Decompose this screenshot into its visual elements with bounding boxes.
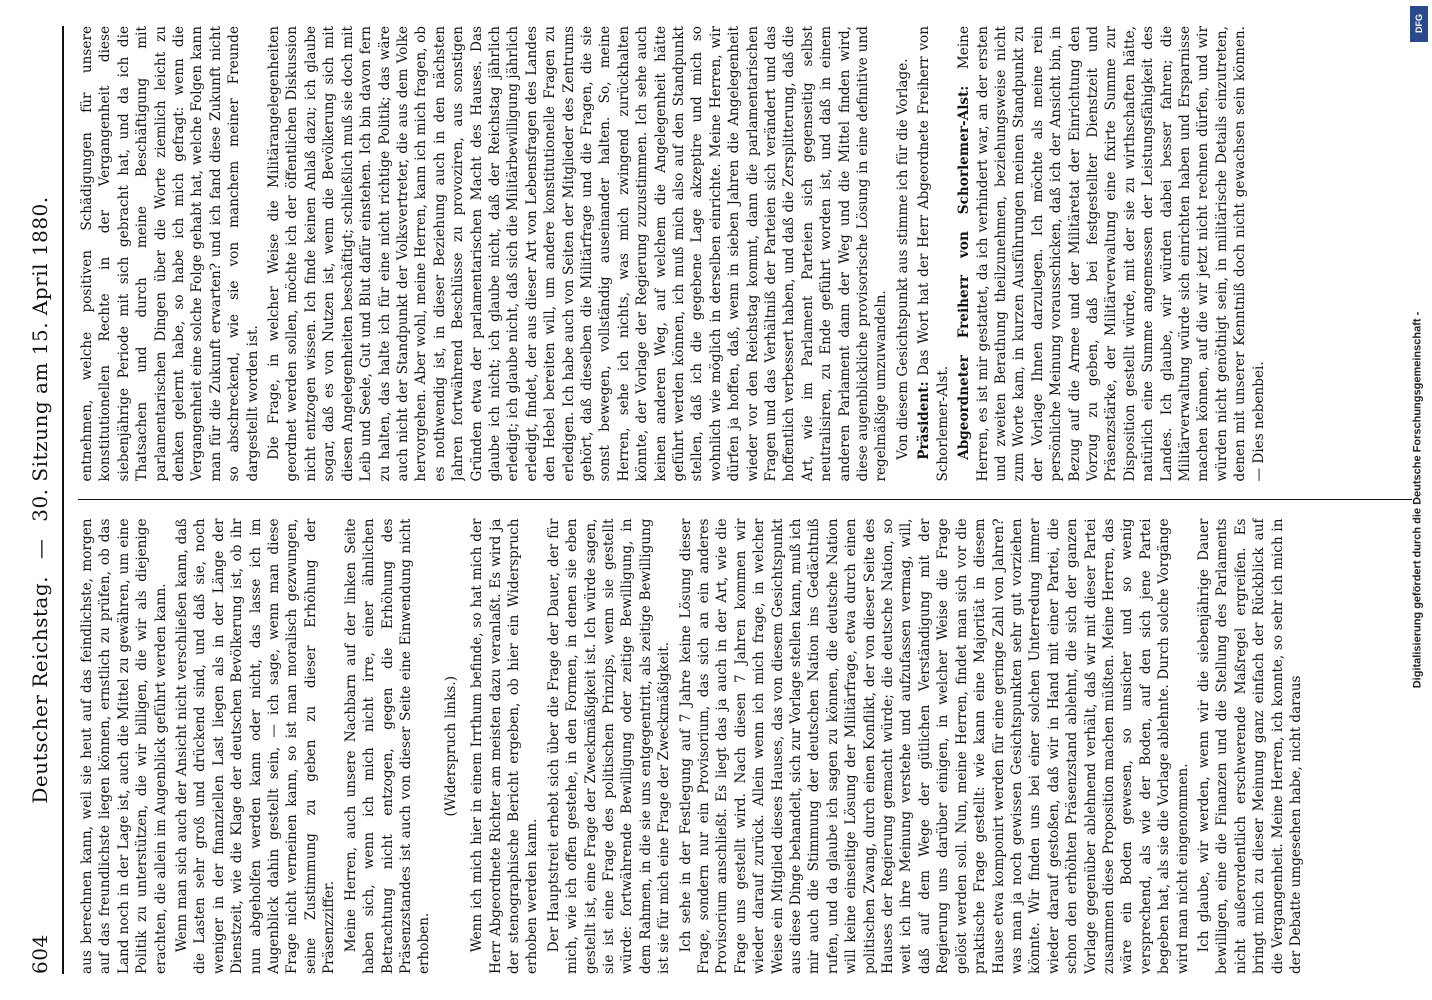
paragraph-continued: entnehmen, welche positiven Schädigungen für unsere konstitutionellen Rechte in der Vergangenheit diese siebenjährige Periode mit sich gebracht hat, und da ich die Thatsachen und durch meine Beschäftigung mit parlamentarischen Dingen über die Worte ziemlich leicht zu denken gelernt habe, so habe ich mich gefragt: wenn die Vergangenheit eine solche Folge gehabt hat, welche Folgen kann man für die Zukunft erwarten? und ich fand diese Zukunft nicht so abschreckend, wie sie von manchem meiner Freunde dargestellt worden ist. — [79, 26, 261, 482]
title-dash: — — [28, 538, 52, 560]
left-column — [78, 519, 1412, 975]
dfg-logo: DFG — [1410, 6, 1428, 42]
dfg-watermark-text: Digitalisierung gefördert durch die Deutsche Forschungsgemeinschaft - — [1411, 311, 1424, 689]
paragraph: Von diesem Gesichtspunkt aus stimme ich für die Vorlage. — [894, 58, 911, 460]
paragraph-continued: aus berechnen kann, weil sie heut auf das feindlichste, morgen auf das freundlichste liegen können, ernstlich zu prüfen, ob das Land noch in der Lage ist, auch die Mittel zu gewähren, um eine Politik zu unterstützen, die wir billigen, die wir als diejenige erachten, die allein im Augenblick geführt werden kann. — [79, 518, 169, 974]
running-head — [20, 26, 60, 974]
header-rule — [62, 26, 64, 974]
publication-title: Deutscher Reichstag. — [28, 575, 52, 804]
paragraph: Wenn ich mich hier in einem Irrthum befinde, so hat mich der Herr Abgeordnete Richter am meisten dazu veranlaßt. Es wird ja der stenographische Bericht ergeben, ob hier ein Widerspruch erhoben werden kann. — [469, 518, 541, 974]
session-number: 30. — [28, 488, 52, 522]
paragraph: Der Hauptstreit erhebt sich über die Frage der Dauer, der für mich, wie ich offen gestehe, in den Formen, in denen sie eben gestellt ist, eine Frage der Zweckmäßigkeit ist. Ich würde sagen, sie ist eine Frage des politischen Prinzips, wenn sie gestellt würde: fortwährende Bewilligung oder zeitige Bewilligung, in dem Rahmen, in die sie uns entgegentritt, als zeitige Bewilligung ist sie für mich eine Frage der Zweckmäßigkeit. — [545, 518, 673, 974]
paragraph: Ich glaube, wir werden, wenn wir die siebenjährige Dauer bewilligen, eine die Finanzen und die Stellung des Parlaments nicht außerordentlich erschwerende Maßregel ergreifen. Es bringt mich zu dieser Meinung ganz einfach der Rückblick auf die Vergangenheit. Meine Herren, ich konnte, so sehr ich mich in der Debatte umgesehen habe, nicht daraus — [1195, 518, 1304, 974]
session-date: Sitzung am 15. April 1880. — [28, 196, 52, 482]
running-title — [28, 86, 52, 914]
text-columns — [78, 26, 1412, 974]
dfg-watermark — [1406, 0, 1428, 1000]
column-divider — [78, 500, 1412, 501]
paragraph: Ich sehe in der Festlegung auf 7 Jahre keine Lösung dieser Frage, sondern nur ein Provisorium, das sich an ein anderes Provisorium anschließt. Es liegt das ja auch in der Art, wie die Frage uns gestellt wird. Nach diesen 7 Jahren kommen wir wieder darauf zurück. Allein wenn ich mich frage, in welcher Weise ein Mitglied dieses Hauses, das von diesem Gesichtspunkt aus diese Dinge behandelt, sich zur Vorlage stellen kann, muß ich mir auch die Stimmung der deutschen Nation ins Gedächtniß rufen, und da glaube ich sagen zu können, die deutsche Nation will keine einseitige Lösung der Militärfrage, etwa durch einen politischen Zwang, durch einen Konflikt, der von dieser Seite des Hauses der Regierung gemacht würde; die deutsche Nation, so weit ich ihre Meinung verstehe und aufzufassen vermag, will, daß auf dem Wege der gütlichen Verständigung mit der Regierung uns darüber einigen, in welcher Weise die Frage gelöst werden soll. Nun, meine Herren, findet man sich vor die praktische Frage gestellt: wie kann eine Majorität in diesem Hause etwa komponirt werden für eine geringe Zahl von Jahren? was man ja noch gewissen Gesichtspunkten sehr gut vorziehen könnte. Wir finden uns bei einer solchen Unterredung immer wieder darauf gestoßen, daß wir in Hand mit einer Partei, die schon den erhöhten Präsenzstand ablehnt, die sich der ganzen Vorlage gegenüber ablehnend verhält, daß wir mit dieser Partei zusammen diese Proposition machen müßten. Meine Herren, das wäre ein Boden gewesen, so unsicher und so wenig versprechend, als wie der Boden, auf den sich jene Partei begeben hat, als sie die Vorlage ablehnte. Durch solche Vorgänge wird man nicht eingenommen. — [677, 518, 1191, 974]
paragraph: Meine Herren, auch unsere Nachbarn auf der linken Seite haben sich, wenn ich mich nicht irre, einer ähnlichen Betrachtung nicht entzogen, gegen die Erhöhung des Präsenzstandes ist auch von dieser Seite eine Einwendung nicht erhoben. — [342, 518, 433, 974]
page-number: 604 — [28, 934, 52, 974]
speech-text: Meine Herren, es ist mir gestattet, da ich verhindert war, an der ersten und zweiten Berathung theilzunehmen, beziehungsweise nicht zum Worte kam, in kurzen Ausführungen meinen Standpunkt zu der Vorlage Ihnen darzulegen. Ich möchte als meine rein persönliche Meinung vorausschicken, daß ich der Ansicht bin, in Bezug auf die Armee und der Militäretat der Einrichtung den Vorzug zu geben, daß bei festgestellter Dienstzeit und Präsenzstärke, der Militärverwaltung eine fixirte Summe zur Disposition gestellt würde, mit der sie zu wirthschaften hätte, natürlich eine Summe angemessen der Leistungsfähigkeit des Landes. Ich glaube, wir würden dabei besser fahren; die Militärverwaltung würde sich einrichten haben und Ersparnisse machen können, auf die wir jetzt nicht rechnen dürfen, und wir würden nicht genöthigt sein, in militärische Details einzutreten, denen mit unserer Kenntniß doch nicht gewachsen sein können. — Dies nebenbei. — [956, 26, 1267, 482]
paragraph: Die Frage, in welcher Weise die Militärangelegenheiten geordnet werden sollen, möchte ich der öffentlichen Diskussion nicht entzogen wissen. Ich finde keinen Anlaß dazu; ich glaube sogar, daß es von Nutzen ist, wenn die Bevölkerung sich mit diesen Angelegenheiten beschäftigt; schließlich muß sie doch mit Leib und Seele, Gut und Blut dafür einstehen. Ich bin davon fern zu halten, das halte ich für eine nicht richtige Politik; das wäre auch nicht der Standpunkt der Volksvertreter, die aus dem Volke hervorgehen. Aber wohl, meine Herren, kann ich mich fragen, ob es nothwendig ist, in dieser Beziehung auch in den nächsten Jahren fortwährend Beschlüsse zu provoziren, aus sonstigen Gründen etwa der parlamentarischen Macht des Hauses. Das glaube ich nicht; ich glaube nicht, daß der Reichstag jährlich erledigt; ich glaube nicht, daß sich die Militärbewilligung jährlich erledigt, findet, der aus dieser Art von Lebensfragen des Landes den Hebel bereiten will, um andere konstitutionelle Fragen zu erledigen. Ich habe auch von Seiten der Mitglieder des Zentrums gehört, daß dieselben die Militärfrage und die Fragen, die sie sonst bewegen, vollständig auseinander halten. So, meine Herren, sehe ich nichts, was mich zwingend zurückhalten könnte, der Vorlage der Regierung zuzustimmen. Ich sehe auch keinen anderen Weg, auf welchem die Angelegenheit hätte geführt werden können, ich muß mich also auf den Standpunkt stellen, daß ich die gegebene Lage akzeptire und mich so wohnlich wie möglich in derselben einrichte. Meine Herren, wir dürfen ja hoffen, daß, wenn in sieben Jahren die Angelegenheit wieder vor den Reichstag kommt, dann die parlamentarischen Fragen und das Verhältniß der Parteien sich verändert und das hoffentlich verbessert haben, und daß die Zersplitterung, daß die Art, wie im Parlament Parteien sich gegenseitig selbst neutralisiren, zu Ende geführt worden ist, und daß in einem anderen Parlament dann der Weg und die Mittel finden wird, diese augenblickliche provisorische Lösung in eine definitive und regelmäßige umzuwandeln. — [266, 26, 890, 482]
speaker-name: Präsident: — [916, 381, 933, 460]
paragraph: Wenn man sich auch der Ansicht nicht verschließen kann, daß die Lasten sehr groß und drückend sind, und daß sie, noch weniger in der finanziellen Last liegen als in der Länge der Dienstzeit, wie die Klage der deutschen Bevölkerung ist, ob ihr nun abgeholfen werden kann oder nicht, das lasse ich im Augenblick dahin gestellt sein, — ich sage, wenn man diese Frage nicht verneinen kann, so ist man moralisch gezwungen, seine Zustimmung zu geben zu dieser Erhöhung der Präsenzziffer. — [174, 518, 338, 974]
right-column — [78, 26, 1412, 482]
interjection: (Widerspruch links.) — [442, 675, 459, 817]
speech-paragraph — [915, 26, 952, 482]
speech-text: Das Wort hat der Herr Abgeordnete Freiherr von Schorlemer-Alst. — [916, 26, 951, 482]
speech-paragraph — [955, 26, 1268, 482]
speaker-name: Abgeordneter Freiherr von Schorlemer-Alst: — [956, 85, 973, 460]
